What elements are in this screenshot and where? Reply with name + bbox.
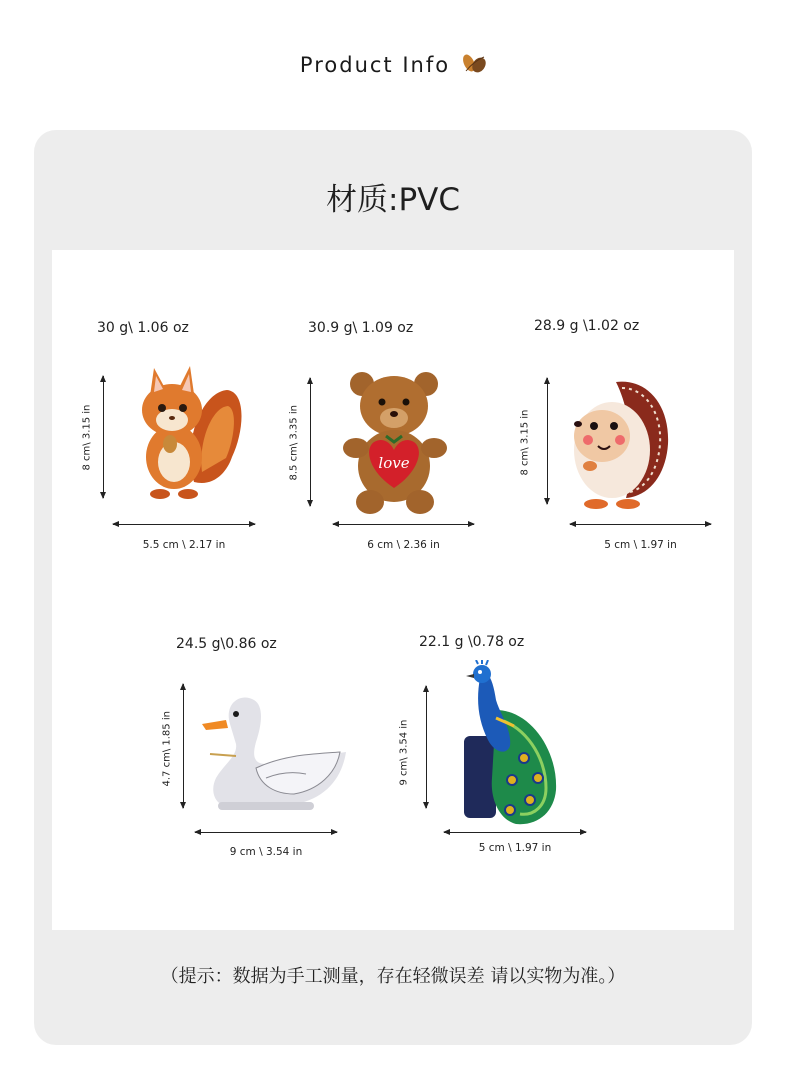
- height-label: 8.5 cm\ 3.35 in: [288, 405, 300, 481]
- bear-heart-text: love: [378, 454, 410, 472]
- width-label: 5 cm \ 1.97 in: [478, 842, 552, 854]
- height-label: 4.7 cm\ 1.85 in: [161, 711, 173, 787]
- width-label: 9 cm \ 3.54 in: [229, 846, 303, 858]
- width-label: 6 cm \ 2.36 in: [367, 539, 440, 551]
- leaf-icon: [460, 51, 490, 79]
- width-arrow: [333, 524, 474, 525]
- weight-label: 28.9 g \1.02 oz: [534, 318, 640, 334]
- page-title: Product Info: [299, 53, 451, 77]
- weight-label: 24.5 g\0.86 oz: [176, 636, 277, 652]
- width-label: 5 cm \ 1.97 in: [604, 539, 677, 551]
- measurement-note: （提示：数据为手工测量，存在轻微误差 请以实物为准。）: [160, 966, 626, 987]
- width-arrow: [570, 524, 711, 525]
- product-card: [34, 130, 752, 1045]
- height-arrow: [183, 684, 184, 808]
- material-label: 材质:PVC: [326, 182, 460, 218]
- width-label: 5.5 cm \ 2.17 in: [142, 539, 226, 551]
- height-arrow: [547, 378, 548, 504]
- height-arrow: [103, 376, 104, 498]
- weight-label: 22.1 g \0.78 oz: [419, 634, 525, 650]
- squirrel-image: [132, 362, 244, 502]
- page-header: [0, 48, 790, 82]
- weight-label: 30 g\ 1.06 oz: [97, 320, 189, 336]
- dimension-panel: [52, 250, 734, 930]
- width-arrow: [195, 832, 337, 833]
- width-arrow: [444, 832, 586, 833]
- hedgehog-image: [566, 374, 672, 514]
- width-arrow: [113, 524, 255, 525]
- height-label: 9 cm\ 3.54 in: [398, 719, 410, 786]
- height-arrow: [426, 686, 427, 808]
- peacock-image: [460, 660, 560, 826]
- height-label: 8 cm\ 3.15 in: [519, 409, 531, 476]
- swan-image: [196, 694, 352, 814]
- weight-label: 30.9 g\ 1.09 oz: [308, 320, 414, 336]
- height-arrow: [310, 378, 311, 506]
- bear-image: [342, 370, 448, 516]
- height-label: 8 cm\ 3.15 in: [81, 404, 93, 471]
